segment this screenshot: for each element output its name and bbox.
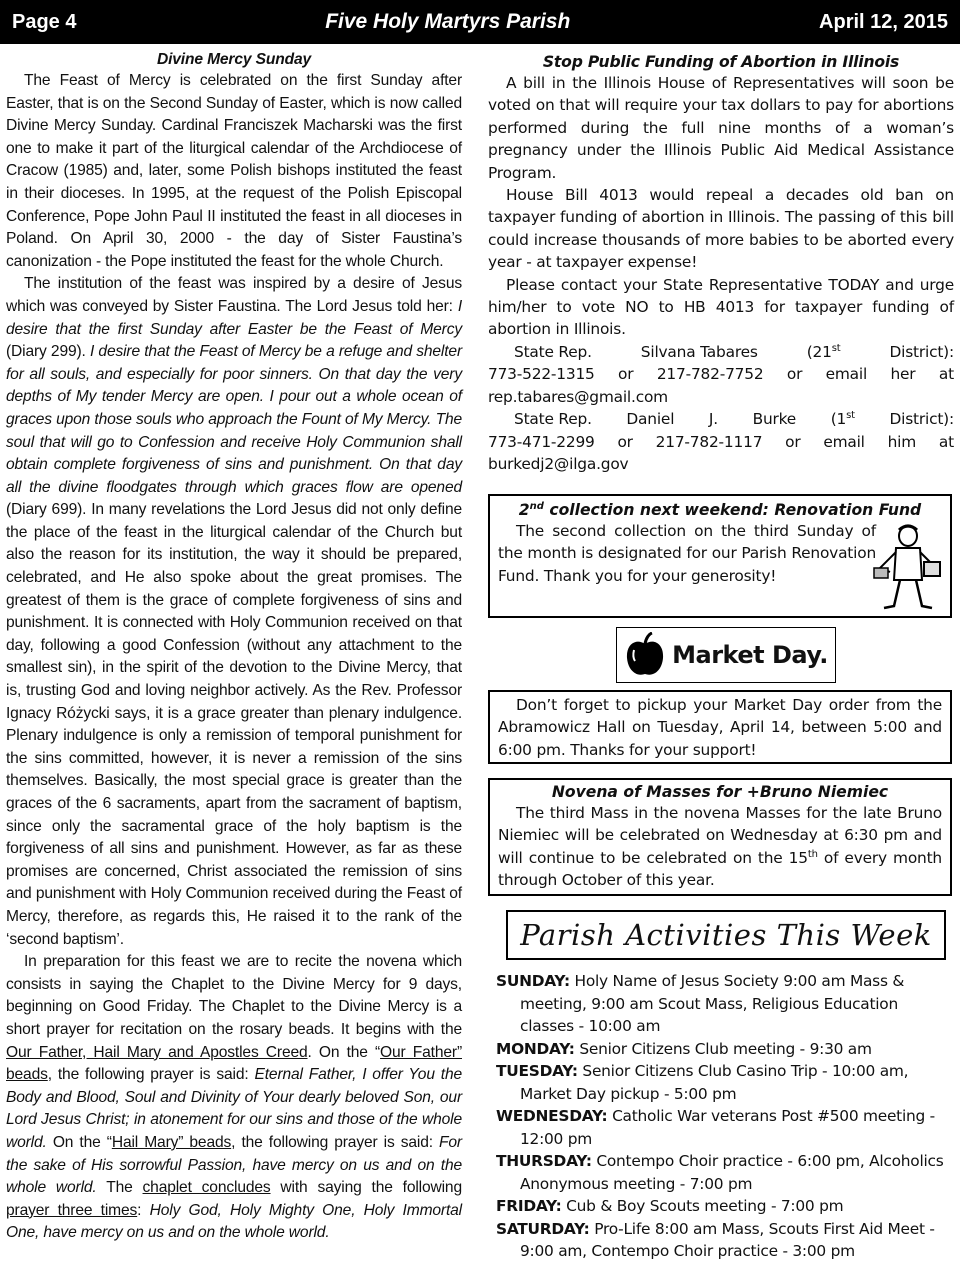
activity-thursday: THURSDAY: Contempo Choir practice - 6:00 pm, Alcoholics Anonymous meeting - 7:00 pm [496,1152,944,1193]
divine-mercy-title: Divine Mercy Sunday [156,51,311,68]
renovation-title: 2nd collection next weekend: Renovation Fund [518,500,922,519]
divine-mercy-paragraph-1: The Feast of Mercy is celebrated on the first Sunday after Easter, that is on the Second Sunday of Easter, which is now called Divine Mercy Sunday. Cardinal Franciszek Macharski was the first one to make it part of the liturgical calendar of the Archdiocese of Cracow (1985) and, later, some Polish bishops instituted the feast in their dioceses. In 1995, at the request of the Polish Episcopal Conference, Pope John Paul II instituted the feast in all dioceses in Poland. On April 30, 2000 - the day of Sister Faustina’s canonization - the Pope instituted the feast for the whole Church. [6,72,462,270]
divine-mercy-paragraph-2: The institution of the feast was inspired by a desire of Jesus which was conveyed by Sister Faustina. The Lord Jesus told her: I desire that the first Sunday after Easter be the Feast of Mercy (Diary 299). I desire that the Feast of Mercy be a refuge and shelter for all souls, and especially for poor sinners. On that day the very depths of My tender Mercy are open. I pour out a whole ocean of graces upon those souls who approach the Fount of My Mercy. The soul that will go to Confession and receive Holy Communion shall obtain complete forgiveness of sins and punishment. On that day all the divine floodgates through which graces flow are opened (Diary 699). In many revelations the Lord Jesus did not only define the place of the feast in the liturgical calendar of the Church but also the reason for its institution, the way it should be prepared, celebrated, and He also spoke about the great promises. The greatest of them is the grace of complete forgiveness of sins and punishment. It is connected with Holy Communion received on that day, following a good Confession (without any attachment to the smallest sin), in the spirit of the devotion to the Divine Mercy, that is, trusting God and loving neighbor actively. As the Rev. Professor Ignacy Różycki says, it is a grace greater than plenary indulgence. Plenary indulgence is only a remission of temporal punishment for the sins committed, however, it is never a remission of the sins themselves. Basically, the most special grace is greater than the graces of the 6 sacraments, apart from the sacrament of baptism, since only the sacramental grace of the holy baptism is the forgiveness of all sins and punishment. However, as far as these promises are concerned, Christ associated the remission of sins and punishment with Holy Communion received during the Feast of Mercy, therefore, as regards this, He raised it to the rank of the ‘second baptism’. [6,275,462,948]
renovation-fund-box [488,494,952,618]
abortion-title: Stop Public Funding of Abortion in Illinois [542,53,900,71]
market-day-body: Don’t forget to pickup your Market Day order from the Abramowicz Hall on Tuesday, April 14, between 5:00 and 6:00 pm. Thanks for your support! [498,696,942,759]
activity-saturday: SATURDAY: Pro-Life 8:00 am Mass, Scouts First Aid Meet - 9:00 am, Contempo Choir practice - 3:00 pm [496,1219,935,1260]
worker-carrying-money-icon [870,522,944,616]
divine-mercy-paragraph-3: In preparation for this feast we are to recite the novena which consists in saying the Chaplet to the Divine Mercy for 9 days, beginning on Good Friday. The Chaplet to the Divine Mercy is a short prayer for recitation on the rosary beads. It begins with the Our Father, Hail Mary and Apostles Creed. On the “Our Father” beads, the following prayer is said: Eternal Father, I offer You the Body and Blood, Soul and Divinity of Your dearly beloved Son, our Lord Jesus Christ; in atonement for our sins and those of the whole world. On the “Hail Mary” beads, the following prayer is said: For the sake of His sorrowful Passion, have mercy on us and on the whole world. The chaplet concludes with saying the following prayer three times: Holy God, Holy Mighty One, Holy Immortal One, have mercy on us and on the whole world. [6,953,462,1242]
abortion-article: Stop Public Funding of Abortion in Illinois A bill in the Illinois House of Representatives will soon be voted on that will require your tax dollars to pay for abortions performed during the full nine months of a woman’s pregnancy under the Illinois Public Aid Medical Assistance Program. House Bill 4013 would repeal a decades old ban on taxpayer funding of abortion in Illinois. The passing of this bill could increase thousands of more babies to be aborted every year - at taxpayer expense! Please contact your State Representative TODAY and urge him/her to vote NO to HB 4013 for taxpayer funding of abortion in Illinois. State Rep. Silvana Tabares (21st District): 773-522-1315 or 217-782-7752 or email her at rep.tabares@gmail.com State Rep. Daniel J. Burke (1st District): 773-471-2299 or 217-782-1117 or email him at burkedj2@ilga.gov [488,52,954,475]
activity-wednesday: WEDNESDAY: Catholic War veterans Post #500 meeting - 12:00 pm [496,1107,935,1148]
divine-mercy-article [6,50,462,1245]
novena-title: Novena of Masses for +Bruno Niemiec [551,783,889,801]
rep-1-contact: State Rep. Silvana Tabares (21st District): [514,342,954,361]
market-day-logo: Market Day. [616,627,836,683]
renovation-body: The second collection on the third Sunday of the month is designated for our Parish Renovation Fund. Thank you for your generosity! [498,522,876,585]
activity-friday: FRIDAY: Cub & Boy Scouts meeting - 7:00 pm [496,1197,844,1215]
rep-1-email: rep.tabares@gmail.com [488,387,668,406]
activity-sunday: SUNDAY: Holy Name of Jesus Society 9:00 am Mass & meeting, 9:00 am Scout Mass, Religious Education classes - 10:00 am [496,972,905,1035]
issue-date: April 12, 2015 [819,10,948,33]
market-day-box [488,690,952,764]
rep-2-contact: State Rep. Daniel J. Burke (1st District): [514,409,954,429]
rep-2-email: burkedj2@ilga.gov [488,454,629,473]
page-header [0,0,960,44]
activity-monday: MONDAY: Senior Citizens Club meeting - 9:30 am [496,1039,872,1058]
parish-activities-title: Parish Activities This Week [506,910,946,960]
apple-icon [624,632,666,678]
parish-activities-list [496,970,954,1263]
abortion-paragraph-2: House Bill 4013 would repeal a decades old ban on taxpayer funding of abortion in Illinois. The passing of this bill could increase thousands of more babies to be aborted every year - at taxpayer expense! [488,186,954,272]
parish-name: Five Holy Martyrs Parish [325,10,571,33]
abortion-paragraph-1: A bill in the Illinois House of Representatives will soon be voted on that will require your tax dollars to pay for abortions performed during the full nine months of a woman’s pregnancy under the Illinois Public Aid Medical Assistance Program. [488,74,954,182]
abortion-paragraph-3: Please contact your State Representative TODAY and urge him/her to vote NO to HB 4013 for taxpayer funding of abortion in Illinois. [488,275,954,339]
activity-tuesday: TUESDAY: Senior Citizens Club Casino Trip - 10:00 am, Market Day pickup - 5:00 pm [496,1062,909,1103]
page-number: Page 4 [12,10,77,33]
novena-box [488,778,952,896]
novena-body: The third Mass in the novena Masses for the late Bruno Niemiec will be celebrated on Wednesday at 6:30 pm and will continue to be celebrated on the 15th of every month through October of this year. [498,804,942,890]
